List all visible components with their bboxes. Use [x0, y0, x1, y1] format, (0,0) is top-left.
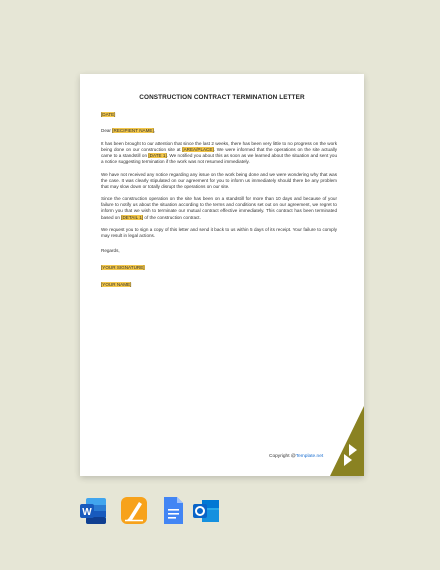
- letter-body: [101, 112, 337, 294]
- paragraph-1-text-a: It has been brought to our attention that since the last 2 weeks, there has been very little to no progress on the work being done on our construction site at: [101, 141, 337, 153]
- closing: Regards,: [101, 247, 120, 253]
- footer-copyright: [269, 454, 323, 459]
- paragraph-1-text-b: . We were informed that the operations on the site actually came to a standstill on: [101, 147, 337, 159]
- pages-icon[interactable]: [120, 496, 148, 526]
- word-icon[interactable]: [79, 496, 107, 526]
- detail-placeholder: [DETAIL 1]: [121, 214, 144, 220]
- greeting-prefix: Dear: [101, 128, 113, 134]
- letter-title: CONSTRUCTION CONTRACT TERMINATION LETTER: [139, 94, 305, 101]
- paragraph-3-text-a: Since the construction operation on the site has been on a standstill for more than 10 days and because of your failure to notify us about the situation according to the terms and conditions set out on our agreement, we regret to inform you that we wish to terminate our mutual contract effective immediately. This contract has been terminated based on: [101, 196, 337, 220]
- letter-page: [80, 74, 364, 476]
- paragraph-3-text-b: of the construction contract.: [143, 214, 201, 220]
- google-docs-icon[interactable]: [159, 496, 187, 526]
- paragraph-4: We request you to sign a copy of this letter and send it back to us within 5 days of its receipt. Your failure to comply may result in legal actions.: [101, 226, 337, 238]
- outlook-icon[interactable]: [192, 496, 220, 526]
- name-placeholder: [YOUR NAME]: [101, 282, 132, 288]
- area-placeholder: [AREA/PLACE]: [182, 147, 214, 153]
- greeting-suffix: ,: [153, 128, 156, 134]
- paragraph-3: [101, 196, 337, 220]
- date-placeholder: [DATE]: [101, 112, 116, 117]
- copyright-text: Copyright @: [269, 454, 296, 459]
- brand-link[interactable]: Template.net: [295, 454, 324, 459]
- corner-triangle-decoration: [330, 406, 364, 476]
- svg-text:W: W: [82, 507, 92, 518]
- recipient-placeholder: [RECIPIENT NAME]: [112, 128, 154, 134]
- paragraph-1-text-c: . We notified you about this as soon as we learned about the situation and sent you a notice suggesting termination if the work was not resumed immediately.: [101, 153, 338, 165]
- signature-placeholder: [YOUR SIGNATURE]: [101, 265, 145, 271]
- paragraph-1: [101, 141, 337, 165]
- date1-placeholder: [DATE 1]: [148, 153, 167, 159]
- app-icons-row: [0, 496, 440, 530]
- paragraph-2: We have not received any notice regarding any issue on the work being done and we were wondering why that was the case. It was clearly stipulated on our agreement for you to inform us immediately should there be any problem that may slow down or totally disrupt the operations on our site.: [101, 171, 337, 189]
